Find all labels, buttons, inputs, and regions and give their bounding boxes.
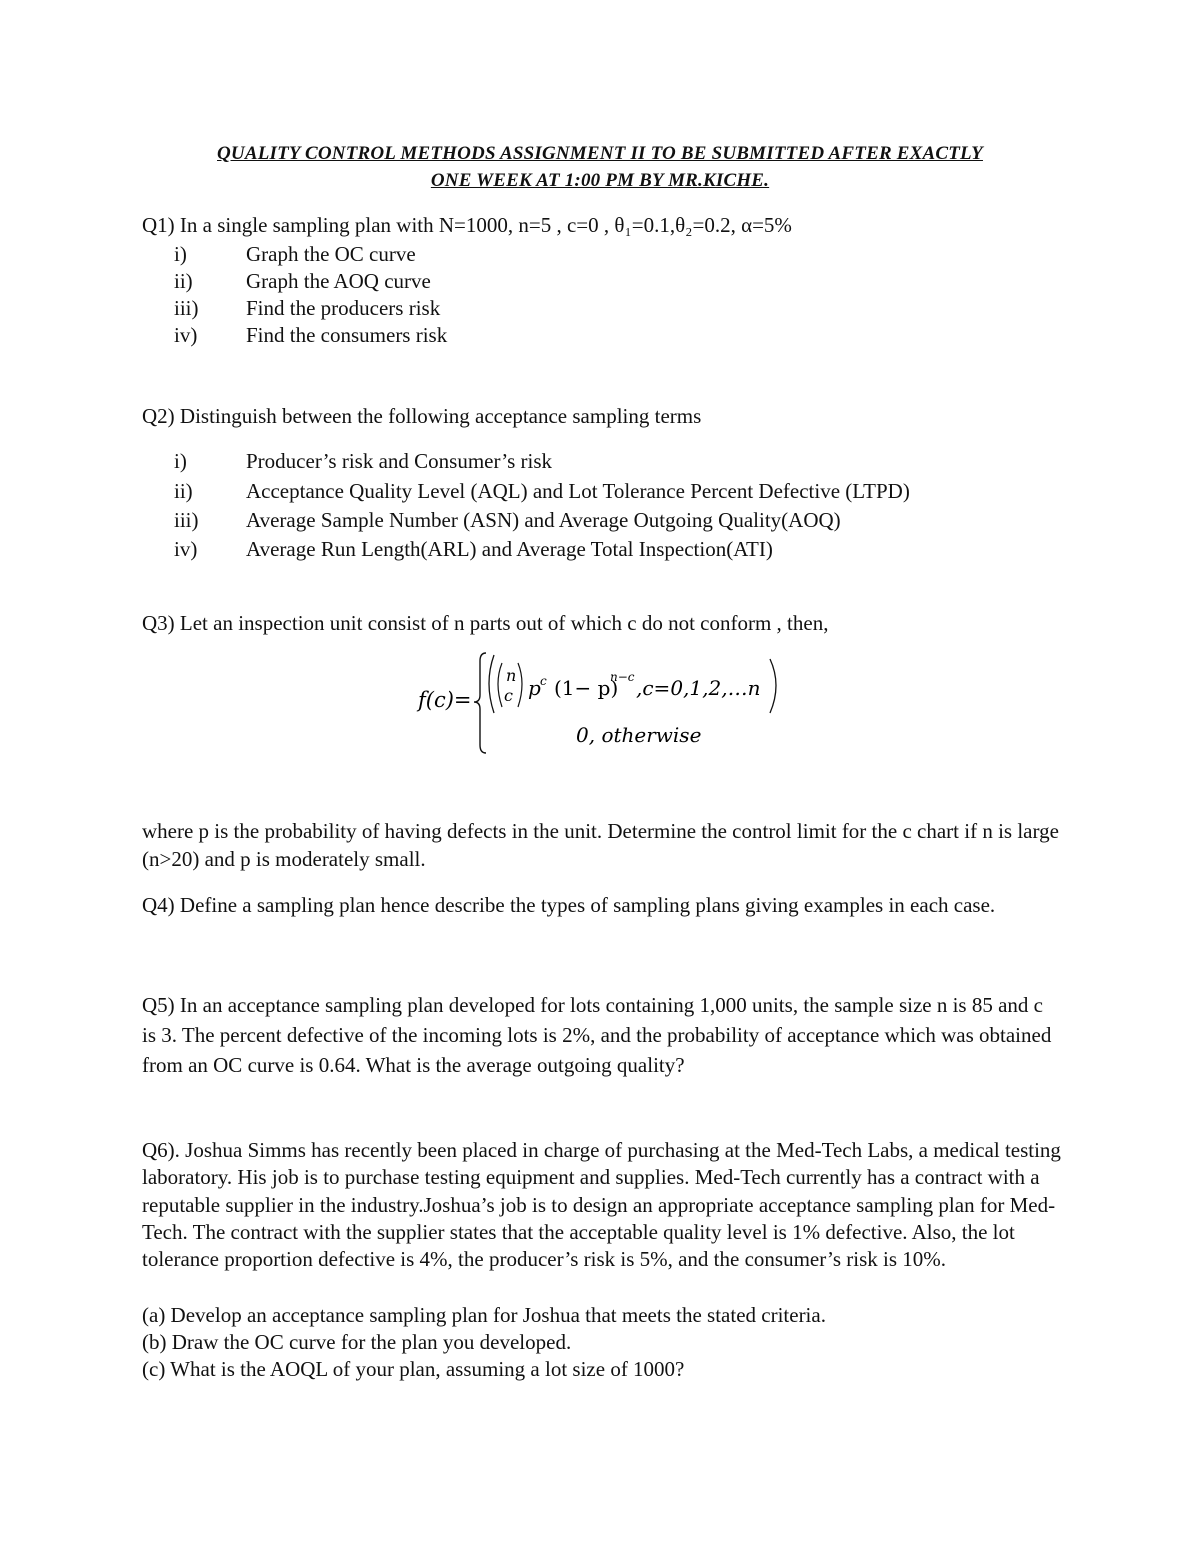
q2-item-3-number: iii) <box>174 508 199 532</box>
q1-item-2: Graph the AOQ curve <box>246 269 431 293</box>
assignment-title-line-2: ONE WEEK AT 1:00 PM BY MR.KICHE. <box>430 170 770 191</box>
q1-item-1: Graph the OC curve <box>246 242 416 266</box>
binom-left-paren-icon <box>498 663 502 707</box>
q3-after-text: where p is the probability of having defects in the unit. Determine the control limit for the c chart if n is large (n>20) and p is moderately small. <box>142 819 1059 871</box>
q2-item-1: Producer’s risk and Consumer’s risk <box>246 449 553 473</box>
binom-top: n <box>506 666 517 685</box>
case1-sup-c: c <box>540 674 547 688</box>
q1-item-4: Find the consumers risk <box>246 323 448 347</box>
q2-item-2: Acceptance Quality Level (AQL) and Lot Tolerance Percent Defective (LTPD) <box>246 479 910 503</box>
left-paren-icon <box>489 655 494 713</box>
q1-item-2-number: ii) <box>174 269 193 293</box>
right-paren-icon <box>770 659 776 713</box>
q2-item-2-number: ii) <box>174 479 193 503</box>
assignment-title-line-1: QUALITY CONTROL METHODS ASSIGNMENT II TO BE SUBMITTED AFTER EXACTLY <box>217 143 983 164</box>
q6-part-c: (c) What is the AOQL of your plan, assuming a lot size of 1000? <box>142 1357 685 1381</box>
q3-text: Q3) Let an inspection unit consist of n parts out of which c do not conform , then, <box>142 611 829 635</box>
binom-bottom: c <box>504 686 513 705</box>
case2: 0, otherwise <box>576 723 702 747</box>
q6-text: Q6). Joshua Simms has recently been placed in charge of purchasing at the Med-Tech Labs, a medical testing laboratory. His job is to purchase testing equipment and supplies. Med-Tech currently has a contract with a reputable supplier in the industry.Joshua’s job is to design an appropriate acceptance sampling plan for Med-Tech. The contract with the supplier states that the acceptable quality level is 1% defective. Also, the lot tolerance proportion defective is 4%, the producer’s risk is 5%, and the consumer’s risk is 10%. <box>142 1138 1061 1272</box>
case1-tail: ,c=0,1,2,…n <box>636 676 761 700</box>
case1-sup-nc: n−c <box>610 670 635 684</box>
case1-mid: (1− p) <box>554 676 619 700</box>
binom-right-paren-icon <box>518 663 522 707</box>
q1-item-4-number: iv) <box>174 323 198 347</box>
q6-part-a: (a) Develop an acceptance sampling plan for Joshua that meets the stated criteria. <box>142 1303 826 1327</box>
q2-item-4-number: iv) <box>174 537 198 561</box>
q6-part-b: (b) Draw the OC curve for the plan you developed. <box>142 1330 572 1354</box>
q3-formula <box>410 645 810 760</box>
q2-item-1-number: i) <box>174 449 187 473</box>
case1-p: p <box>528 676 541 700</box>
q2-item-3: Average Sample Number (ASN) and Average Outgoing Quality(AOQ) <box>246 508 841 532</box>
q1-text: Q1) In a single sampling plan with N=1000, n=5 , c=0 , θ₁=0.1,θ₂=0.2, α=5% <box>142 213 792 237</box>
q2-text: Q2) Distinguish between the following acceptance sampling terms <box>142 404 702 428</box>
q1-item-3: Find the producers risk <box>246 296 441 320</box>
q1-item-3-number: iii) <box>174 296 199 320</box>
formula-lhs: f(c)= <box>418 688 472 712</box>
q5-text: Q5) In an acceptance sampling plan developed for lots containing 1,000 units, the sample size n is 85 and c is 3. The percent defective of the incoming lots is 2%, and the probability of acceptance which was obtained from an OC curve is 0.64. What is the average outgoing quality? <box>142 993 1052 1077</box>
outer-brace-icon <box>474 653 486 753</box>
q4-text: Q4) Define a sampling plan hence describe the types of sampling plans giving examples in each case. <box>142 893 996 917</box>
q2-item-4: Average Run Length(ARL) and Average Total Inspection(ATI) <box>246 537 773 561</box>
q1-item-1-number: i) <box>174 242 187 266</box>
